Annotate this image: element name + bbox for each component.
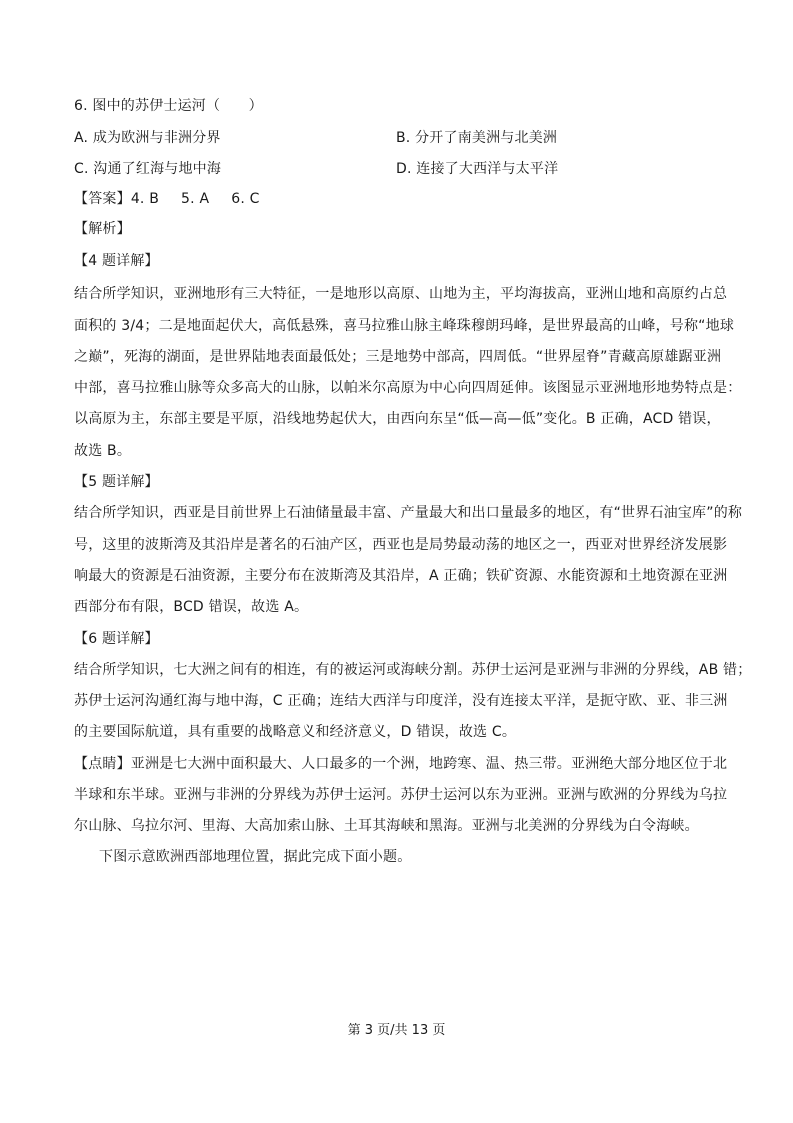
analysis-label: 【解析】 <box>74 221 131 237</box>
option-d: D. 连接了大西洋与太平洋 <box>396 161 559 177</box>
answer-line <box>74 189 260 209</box>
q4-line: 面积的 3/4；二是地面起伏大，高低悬殊，喜马拉雅山脉主峰珠穆朗玛峰，是世界最高的山峰，号称“地球 <box>74 318 735 334</box>
q4-line: 中部，喜马拉雅山脉等众多高大的山脉，以帕米尔高原为中心向四周延伸。该图显示亚洲地形地势特点是： <box>74 380 742 396</box>
q5-line: 结合所学知识，西亚是目前世界上石油储量最丰富、产量最大和出口量最多的地区，有“世界石油宝库”的称 <box>74 505 743 521</box>
option-b: B. 分开了南美洲与北美洲 <box>396 130 558 146</box>
tip-line: 半球和东半球。亚洲与非洲的分界线为苏伊士运河。苏伊士运河以东为亚洲。亚洲与欧洲的分界线为乌拉 <box>74 787 728 803</box>
q5-line: 响最大的资源是石油资源，主要分布在波斯湾及其沿岸，A 正确；铁矿资源、水能资源和土地资源在亚洲 <box>74 568 728 584</box>
q6-heading: 【6 题详解】 <box>74 631 159 647</box>
q6-line: 苏伊士运河沟通红海与地中海，C 正确；连结大西洋与印度洋，没有连接太平洋，是扼守欧、亚、非三洲 <box>74 693 728 709</box>
option-c: C. 沟通了红海与地中海 <box>74 161 222 177</box>
answer-6: 6. C <box>231 191 260 207</box>
q4-line: 故选 B。 <box>74 443 132 459</box>
q5-heading: 【5 题详解】 <box>74 474 159 490</box>
answer-label: 【答案】 <box>74 191 131 207</box>
question-6-stem: 6. 图中的苏伊士运河（ ） <box>74 98 263 114</box>
option-a: A. 成为欧洲与非洲分界 <box>74 130 221 146</box>
q4-heading: 【4 题详解】 <box>74 253 159 269</box>
q5-line: 西部分布有限，BCD 错误，故选 A。 <box>74 599 309 615</box>
q4-line: 以高原为主，东部主要是平原，沿线地势起伏大，由西向东呈“低—高—低”变化。B 正确，ACD 错误， <box>74 411 721 427</box>
q4-line: 之巅”，死海的湖面，是世界陆地表面最低处；三是地势中部高，四周低。“世界屋脊”青藏高原雄踞亚洲 <box>74 349 722 365</box>
page-footer: 第 3 页/共 13 页 <box>347 1023 446 1038</box>
answer-5: 5. A <box>181 191 210 207</box>
answer-4: 4. B <box>130 191 160 207</box>
q6-line: 的主要国际航道，具有重要的战略意义和经济意义，D 错误，故选 C。 <box>74 724 517 740</box>
q6-line: 结合所学知识，七大洲之间有的相连，有的被运河或海峡分割。苏伊士运河是亚洲与非洲的分界线，AB 错； <box>74 662 752 678</box>
q4-line: 结合所学知识，亚洲地形有三大特征，一是地形以高原、山地为主，平均海拔高，亚洲山地和高原约占总 <box>74 286 728 302</box>
tip-line: 【点睛】亚洲是七大洲中面积最大、人口最多的一个洲，地跨寒、温、热三带。亚洲绝大部分地区位于北 <box>74 756 728 772</box>
q5-line: 号，这里的波斯湾及其沿岸是著名的石油产区，西亚也是局势最动荡的地区之一，西亚对世界经济发展影 <box>74 537 728 553</box>
tip-line: 尔山脉、乌拉尔河、里海、大高加索山脉、土耳其海峡和黑海。亚洲与北美洲的分界线为白令海峡。 <box>74 818 699 834</box>
next-question-intro: 下图示意欧洲西部地理位置，据此完成下面小题。 <box>99 849 412 865</box>
